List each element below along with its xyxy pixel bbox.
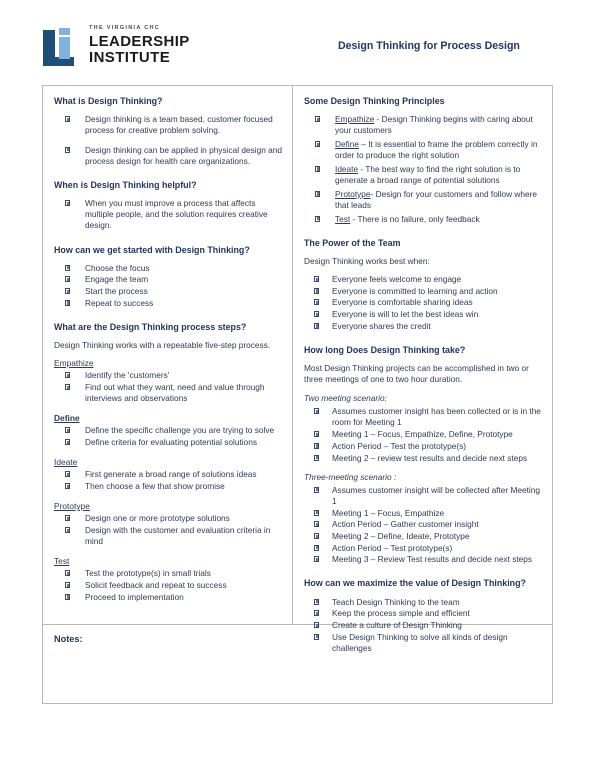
list-item — [304, 597, 543, 608]
list-item-label: Identify the 'customers' — [85, 370, 170, 381]
list-item-label: Design thinking can be applied in physical design and process design for health care organizations. — [85, 144, 282, 166]
bullet-square-icon — [315, 166, 320, 172]
section-heading-power-of-team: The Power of the Team — [304, 237, 401, 248]
list-item — [304, 441, 543, 452]
bullet-square-icon — [314, 533, 319, 539]
bullet-square-icon — [65, 116, 70, 122]
list-step-test — [54, 568, 283, 603]
list-item-label: Start the process — [85, 286, 148, 297]
principle-text: - Design for your customers and follow where that leads — [335, 188, 537, 210]
section-heading-what-is-design-thinking: What is Design Thinking? — [54, 96, 163, 106]
list-item — [304, 453, 543, 464]
list-item-label: Create a culture of Design Thinking — [332, 619, 462, 630]
list-item-label: Meeting 2 – review test results and decide next steps — [332, 452, 528, 463]
list-item — [54, 286, 283, 297]
list-item — [304, 485, 543, 507]
principle-text: - Design Thinking begins with caring about your customers — [335, 114, 533, 136]
list-item — [304, 114, 543, 136]
list-item — [304, 406, 543, 428]
list-item — [304, 274, 543, 285]
list-item — [304, 608, 543, 619]
bullet-square-icon — [314, 311, 319, 317]
list-item-label: Everyone is comfortable sharing ideas — [332, 297, 473, 308]
list-item-label: Then choose a few that show promise — [85, 481, 225, 492]
bullet-square-icon — [314, 323, 319, 329]
logo-tagline: THE VIRGINIA CHC — [89, 25, 161, 32]
list-item — [54, 114, 283, 136]
list-item — [304, 620, 543, 631]
step-heading-empathize: Empathize — [54, 358, 94, 369]
list-item-label: Repeat to success — [85, 297, 154, 308]
section-heading-how-get-started: How can we get started with Design Thinking? — [54, 244, 250, 255]
bullet-square-icon — [315, 191, 320, 197]
step-heading-define: Define — [54, 413, 80, 424]
bullet-square-icon — [314, 408, 319, 414]
list-item-label: Assumes customer insight will be collected after Meeting 1 — [332, 484, 540, 506]
list-item — [54, 469, 283, 480]
bullet-square-icon — [314, 622, 319, 628]
section-heading-principles: Some Design Thinking Principles — [304, 96, 445, 106]
notes-label: Notes: — [54, 633, 83, 644]
step-heading-test: Test — [54, 556, 70, 567]
bullet-square-icon — [314, 510, 319, 516]
list-item — [304, 321, 543, 332]
list-item-label: Define the specific challenge you are trying to solve — [85, 425, 275, 436]
principle-text: - The best way to find the right solution is to generate a broad range of potential solutions — [335, 163, 521, 186]
principle-term: Empathize — [335, 114, 375, 125]
list-item — [304, 554, 543, 565]
logo-mark-icon — [42, 26, 82, 66]
bullet-square-icon — [65, 471, 70, 477]
bullet-square-icon — [315, 116, 320, 122]
list-item — [304, 531, 543, 542]
list-item-label: Action Period – Test the prototype(s) — [332, 440, 467, 451]
step-heading-ideate: Ideate — [54, 457, 78, 468]
page-header — [42, 14, 554, 78]
logo-line-institute: INSTITUTE — [89, 48, 171, 66]
how-long-intro: Most Design Thinking projects can be accomplished in two or three meetings of one to two hour duration. — [304, 363, 529, 385]
bullet-square-icon — [65, 276, 70, 282]
list-item — [54, 580, 283, 591]
list-item-label: Meeting 1 – Focus, Empathize — [332, 507, 445, 518]
list-item — [304, 214, 543, 225]
list-item — [54, 145, 283, 167]
list-item-label: Meeting 2 – Define, Ideate, Prototype — [332, 530, 470, 541]
list-item-label: Teach Design Thinking to the team — [332, 596, 460, 607]
list-item-label: Use Design Thinking to solve all kinds of design challenges — [332, 631, 508, 653]
bullet-square-icon — [315, 216, 320, 222]
bullet-square-icon — [314, 599, 319, 605]
bullet-square-icon — [65, 594, 70, 600]
list-item — [304, 189, 543, 211]
bullet-square-icon — [65, 200, 70, 206]
bullet-square-icon — [314, 299, 319, 305]
list-get-started — [54, 263, 283, 309]
list-item — [54, 568, 283, 579]
list-item-label: Choose the focus — [85, 262, 150, 273]
bullet-square-icon — [314, 610, 319, 616]
bullet-square-icon — [314, 521, 319, 527]
list-power-of-team — [304, 274, 543, 332]
list-item-label: Everyone is committed to learning and action — [332, 285, 498, 296]
bullet-square-icon — [65, 265, 70, 271]
list-item — [304, 164, 543, 186]
bullet-square-icon — [65, 483, 70, 489]
list-item — [54, 263, 283, 274]
list-item — [304, 543, 543, 554]
list-item-label: Proceed to implementation — [85, 591, 184, 602]
logo-line-leadership: LEADERSHIP — [89, 32, 190, 50]
list-three-meeting-scenario — [304, 485, 543, 566]
section-heading-when-is-design-thinking-helpful: When is Design Thinking helpful? — [54, 179, 197, 190]
process-steps-intro: Design Thinking works with a repeatable five-step process. — [54, 340, 271, 351]
section-heading-process-steps: What are the Design Thinking process steps? — [54, 321, 247, 332]
principle-term: Define — [335, 139, 359, 149]
list-item-label: Everyone shares the credit — [332, 320, 431, 331]
bullet-square-icon — [65, 527, 70, 533]
list-item-label: Everyone is will to let the best ideas win — [332, 309, 479, 320]
list-item-label: Find out what they want, need and value through interviews and observations — [85, 381, 265, 404]
list-two-meeting-scenario — [304, 406, 543, 463]
section-heading-how-long: How long Does Design Thinking take? — [304, 344, 466, 355]
principle-term: Prototype — [335, 188, 371, 199]
list-item — [304, 297, 543, 308]
principle-term: Test — [335, 213, 351, 224]
list-item — [304, 286, 543, 297]
list-item — [304, 508, 543, 519]
list-what-is-design-thinking — [54, 114, 283, 167]
list-item — [304, 632, 543, 654]
bullet-square-icon — [314, 545, 319, 551]
list-item-label: Action Period – Gather customer insight — [332, 519, 479, 530]
list-item — [304, 139, 543, 161]
principle-term: Ideate — [335, 163, 359, 174]
bullet-square-icon — [314, 487, 319, 493]
two-meeting-scenario-label: Two meeting scenario: — [304, 393, 387, 404]
list-principles — [304, 114, 543, 225]
list-item — [54, 513, 283, 524]
bullet-square-icon — [314, 556, 319, 562]
list-step-prototype — [54, 513, 283, 547]
bullet-square-icon — [65, 147, 70, 153]
list-step-empathize — [54, 370, 283, 404]
section-heading-maximize-value: How can we maximize the value of Design Thinking? — [304, 578, 526, 589]
list-item-label: Action Period – Test prototype(s) — [332, 542, 453, 553]
list-item — [54, 437, 283, 448]
list-step-ideate — [54, 469, 283, 492]
principle-text: - There is no failure, only feedback — [350, 213, 480, 224]
bullet-square-icon — [315, 141, 320, 147]
list-item-label: When you must improve a process that affects multiple people, and the solution requires creative design. — [85, 198, 268, 231]
list-item — [54, 382, 283, 404]
list-item-label: Meeting 3 – Review Test results and decide next steps — [332, 554, 533, 565]
list-item-label: Design with the customer and evaluation criteria in mind — [85, 524, 271, 547]
bullet-square-icon — [65, 515, 70, 521]
list-item-label: Keep the process simple and efficient — [332, 608, 470, 619]
step-heading-prototype: Prototype — [54, 501, 90, 512]
page-title: Design Thinking for Process Design — [338, 40, 520, 52]
left-column — [43, 86, 293, 624]
organization-logo — [42, 26, 272, 66]
list-item — [54, 525, 283, 547]
list-item — [54, 481, 283, 492]
bullet-square-icon — [314, 431, 319, 437]
bullet-square-icon — [314, 443, 319, 449]
content-table — [42, 85, 553, 704]
list-item-label: Solicit feedback and repeat to success — [85, 580, 227, 591]
bullet-square-icon — [65, 384, 70, 390]
principle-text: – It is essential to frame the problem correctly in order to produce the right solution — [335, 139, 538, 161]
list-step-define — [54, 425, 283, 448]
list-item-label: Design one or more prototype solutions — [85, 513, 230, 524]
three-meeting-scenario-label: Three-meeting scenario : — [304, 471, 397, 482]
bullet-square-icon — [65, 582, 70, 588]
list-item — [54, 198, 283, 232]
bullet-square-icon — [65, 570, 70, 576]
right-column — [293, 86, 552, 653]
list-item-label: Test the prototype(s) in small trials — [85, 568, 211, 579]
list-item-label: Everyone feels welcome to engage — [332, 274, 462, 285]
list-item — [54, 425, 283, 436]
list-item — [54, 592, 283, 603]
power-of-team-intro: Design Thinking works best when: — [304, 255, 430, 266]
list-item-label: First generate a broad range of solutions ideas — [85, 469, 257, 480]
list-item — [54, 274, 283, 285]
list-item — [304, 519, 543, 530]
bullet-square-icon — [65, 439, 70, 445]
bullet-square-icon — [65, 427, 70, 433]
list-item — [304, 309, 543, 320]
list-item — [54, 370, 283, 381]
list-item-label: Define criteria for evaluating potential solutions — [85, 437, 258, 448]
list-when-helpful — [54, 198, 283, 232]
list-item-label: Assumes customer insight has been collected or is in the room for Meeting 1 — [332, 406, 541, 428]
bullet-square-icon — [65, 372, 70, 378]
list-item-label: Design thinking is a team based, customer focused process for creative problem solving. — [85, 114, 273, 136]
list-item-label: Meeting 1 – Focus, Empathize, Define, Prototype — [332, 429, 513, 440]
bullet-square-icon — [314, 455, 319, 461]
list-item — [54, 298, 283, 309]
list-item-label: Engage the team — [85, 274, 149, 285]
bullet-square-icon — [65, 300, 70, 306]
bullet-square-icon — [314, 288, 319, 294]
list-item — [304, 429, 543, 440]
bullet-square-icon — [65, 288, 70, 294]
list-maximize-value — [304, 597, 543, 654]
bullet-square-icon — [314, 276, 319, 282]
bullet-square-icon — [314, 634, 319, 640]
